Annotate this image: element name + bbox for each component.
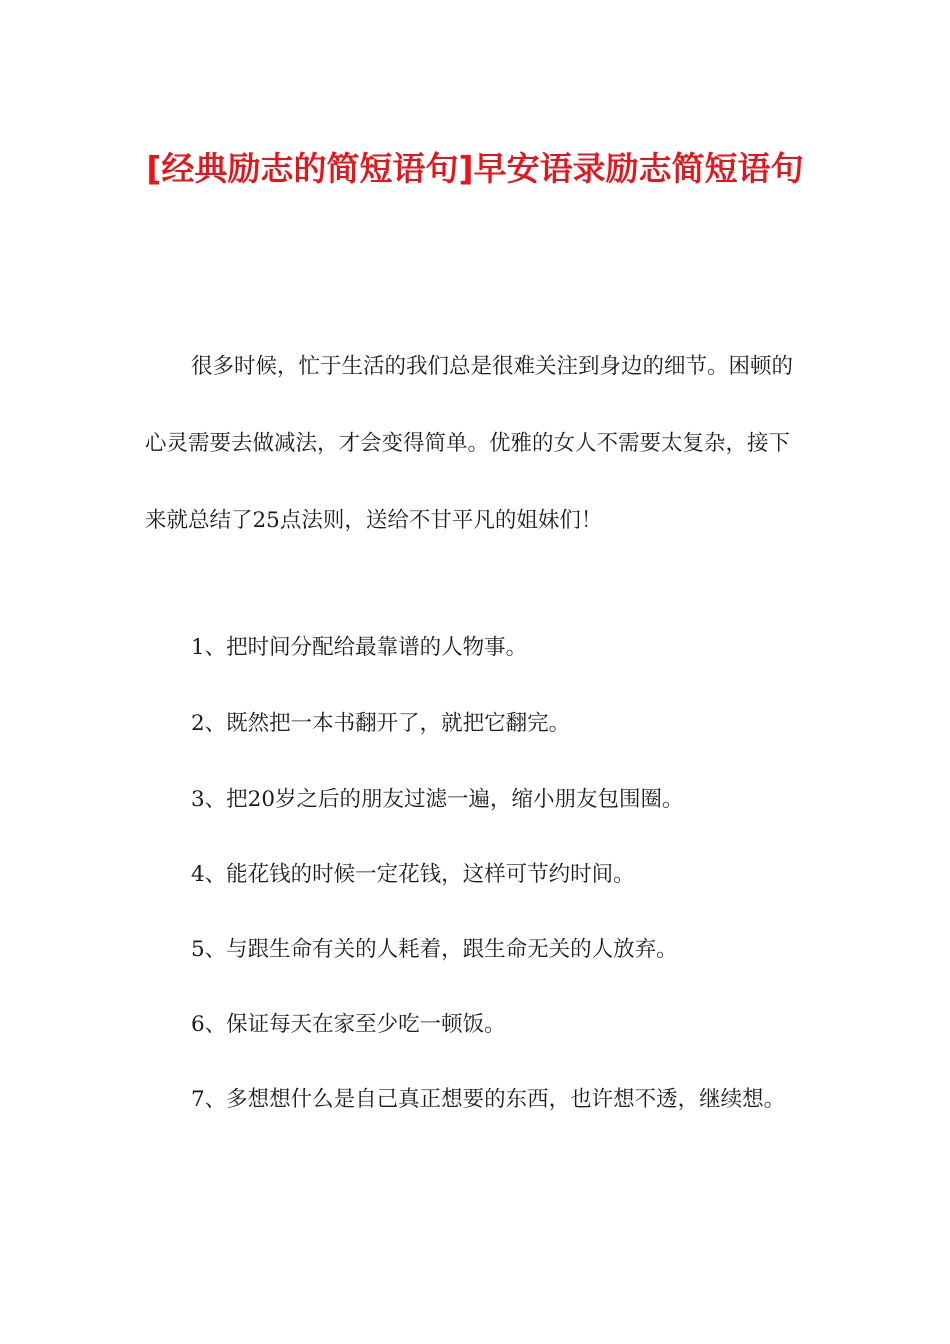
list-item: 7、多想想什么是自己真正想要的东西，也许想不透，继续想。: [191, 1087, 786, 1112]
list-item: 6、保证每天在家至少吃一顿饭。: [191, 1012, 506, 1037]
list-item: 5、与跟生命有关的人耗着，跟生命无关的人放弃。: [191, 937, 678, 962]
list-item: 2、既然把一本书翻开了，就把它翻完。: [191, 711, 571, 736]
list-item: 4、能花钱的时候一定花钱，这样可节约时间。: [191, 862, 635, 887]
document-title: [经典励志的简短语句]早安语录励志简短语句: [146, 149, 804, 188]
list-item: 3、把20岁之后的朋友过滤一遍，缩小朋友包围圈。: [191, 787, 684, 812]
intro-paragraph: 很多时候，忙于生活的我们总是很难关注到身边的细节。困顿的心灵需要去做减法，才会变得简单。优雅的女人不需要太复杂，接下来就总结了25点法则，送给不甘平凡的姐妹们！: [145, 354, 794, 533]
list-item: 1、把时间分配给最靠谱的人物事。: [191, 635, 528, 660]
